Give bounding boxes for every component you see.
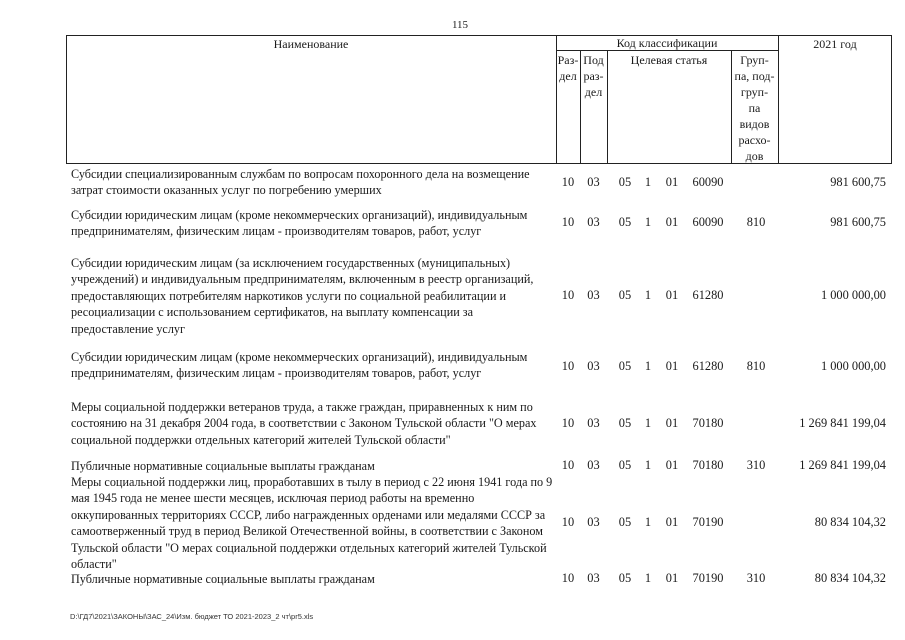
row-name: Публичные нормативные социальные выплаты гражданам [71,572,375,586]
row-target-part2: 1 [644,175,652,189]
budget-table [66,35,892,591]
row-target-part4: 60090 [692,175,724,189]
row-subsection: 03 [587,416,600,430]
row-section: 10 [561,215,575,229]
row-name: Публичные нормативные социальные выплаты гражданам [71,459,375,473]
row-target-part3: 01 [665,288,679,302]
row-target-part2: 1 [644,416,652,430]
header-subsection: Под раз- дел [583,53,604,99]
row-target-part3: 01 [665,359,679,373]
row-target-part1: 05 [618,215,632,229]
row-target-part4: 70190 [692,515,724,529]
row-expense-group: 310 [746,458,766,472]
row-amount: 1 000 000,00 [820,288,886,302]
row-target-part1: 05 [618,359,632,373]
row-target-part4: 61280 [692,288,724,302]
row-subsection: 03 [587,571,600,585]
row-target-part3: 01 [665,515,679,529]
header-name: Наименование [273,37,349,51]
row-expense-group: 310 [746,571,766,585]
row-amount: 1 000 000,00 [820,359,886,373]
row-amount: 981 600,75 [830,175,886,189]
row-target-part1: 05 [618,416,632,430]
row-name: Субсидии юридическим лицам (кроме некоммерческих организаций), индивидуальным предпринимателям, физическим лицам - производителям товаров, работ, услуг [71,208,528,239]
page-number: 115 [451,19,469,31]
header-year: 2021 год [813,37,857,51]
row-target-part4: 70190 [692,571,724,585]
row-target-part1: 05 [618,288,632,302]
row-target-part4: 70180 [692,458,724,472]
row-subsection: 03 [587,458,600,472]
row-target-part4: 70180 [692,416,724,430]
row-target-part3: 01 [665,175,679,189]
row-target-part3: 01 [665,416,679,430]
file-path-footer: D:\ГД7\2021\ЗАКОНЫ\ЗАС_24\Изм. бюджет ТО 2021-2023_2 чт\pr5.xls [70,612,314,621]
header-classification: Код классификации [616,36,718,50]
row-name: Меры социальной поддержки ветеранов труда, а также граждан, приравненных к ним по состоянию на 31 декабря 2004 года, в соответствии с Законом Тульской области "О мерах социальной поддержки отдельных категорий жителей Тульской области" [71,400,537,447]
row-target-part2: 1 [644,571,652,585]
row-target-part2: 1 [644,288,652,302]
row-amount: 80 834 104,32 [814,571,886,585]
row-target-part3: 01 [665,458,679,472]
row-subsection: 03 [587,175,600,189]
row-amount: 1 269 841 199,04 [799,416,886,430]
row-section: 10 [561,359,575,373]
row-target-part1: 05 [618,458,632,472]
header-target-article: Целевая статья [630,53,708,67]
row-target-part4: 60090 [692,215,724,229]
row-name: Субсидии специализированным службам по вопросам похоронного дела на возмещение затрат стоимости оказанных услуг по погребению умерших [71,167,530,198]
row-section: 10 [561,458,575,472]
row-amount: 981 600,75 [830,215,886,229]
row-amount: 80 834 104,32 [814,515,886,529]
row-target-part2: 1 [644,215,652,229]
row-target-part1: 05 [618,175,632,189]
row-name: Субсидии юридическим лицам (за исключением государственных (муниципальных) учреждений) и индивидуальным предпринимателям, включенным в реестр организаций, предоставляющих потребителям наркотиков услуги по социальной реабилитации и ресоциализации с использованием сертификатов, на выплату компенсации за предоставление услуг [71,256,534,336]
row-target-part4: 61280 [692,359,724,373]
header-section: Раз- дел [557,53,579,83]
row-subsection: 03 [587,215,600,229]
row-name: Субсидии юридическим лицам (кроме некоммерческих организаций), индивидуальным предпринимателям, физическим лицам - производителям товаров, работ, услуг [71,350,528,381]
row-name: Меры социальной поддержки лиц, проработавших в тылу в период с 22 июня 1941 года по 9 мая 1945 года не менее шести месяцев, исключая период работы на временно оккупированных территориях СССР, либо награжденных орденами или медалями СССР за самоотверженный труд в период Великой Отечественной войны, в соответствии с Законом Тульской области "О мерах социальной поддержки отдельных категорий жителей Тульской области" [71,475,553,572]
row-section: 10 [561,571,575,585]
row-target-part2: 1 [644,359,652,373]
row-target-part2: 1 [644,515,652,529]
row-target-part3: 01 [665,571,679,585]
row-target-part1: 05 [618,515,632,529]
row-subsection: 03 [587,288,600,302]
row-target-part1: 05 [618,571,632,585]
row-subsection: 03 [587,515,600,529]
row-section: 10 [561,515,575,529]
row-amount: 1 269 841 199,04 [799,458,886,472]
row-target-part2: 1 [644,458,652,472]
row-section: 10 [561,175,575,189]
header-expense-group: Груп- па, под- груп- па видов расхо- дов [734,53,775,163]
row-section: 10 [561,416,575,430]
row-section: 10 [561,288,575,302]
row-expense-group: 810 [746,215,766,229]
row-expense-group: 810 [746,359,766,373]
row-subsection: 03 [587,359,600,373]
row-target-part3: 01 [665,215,679,229]
